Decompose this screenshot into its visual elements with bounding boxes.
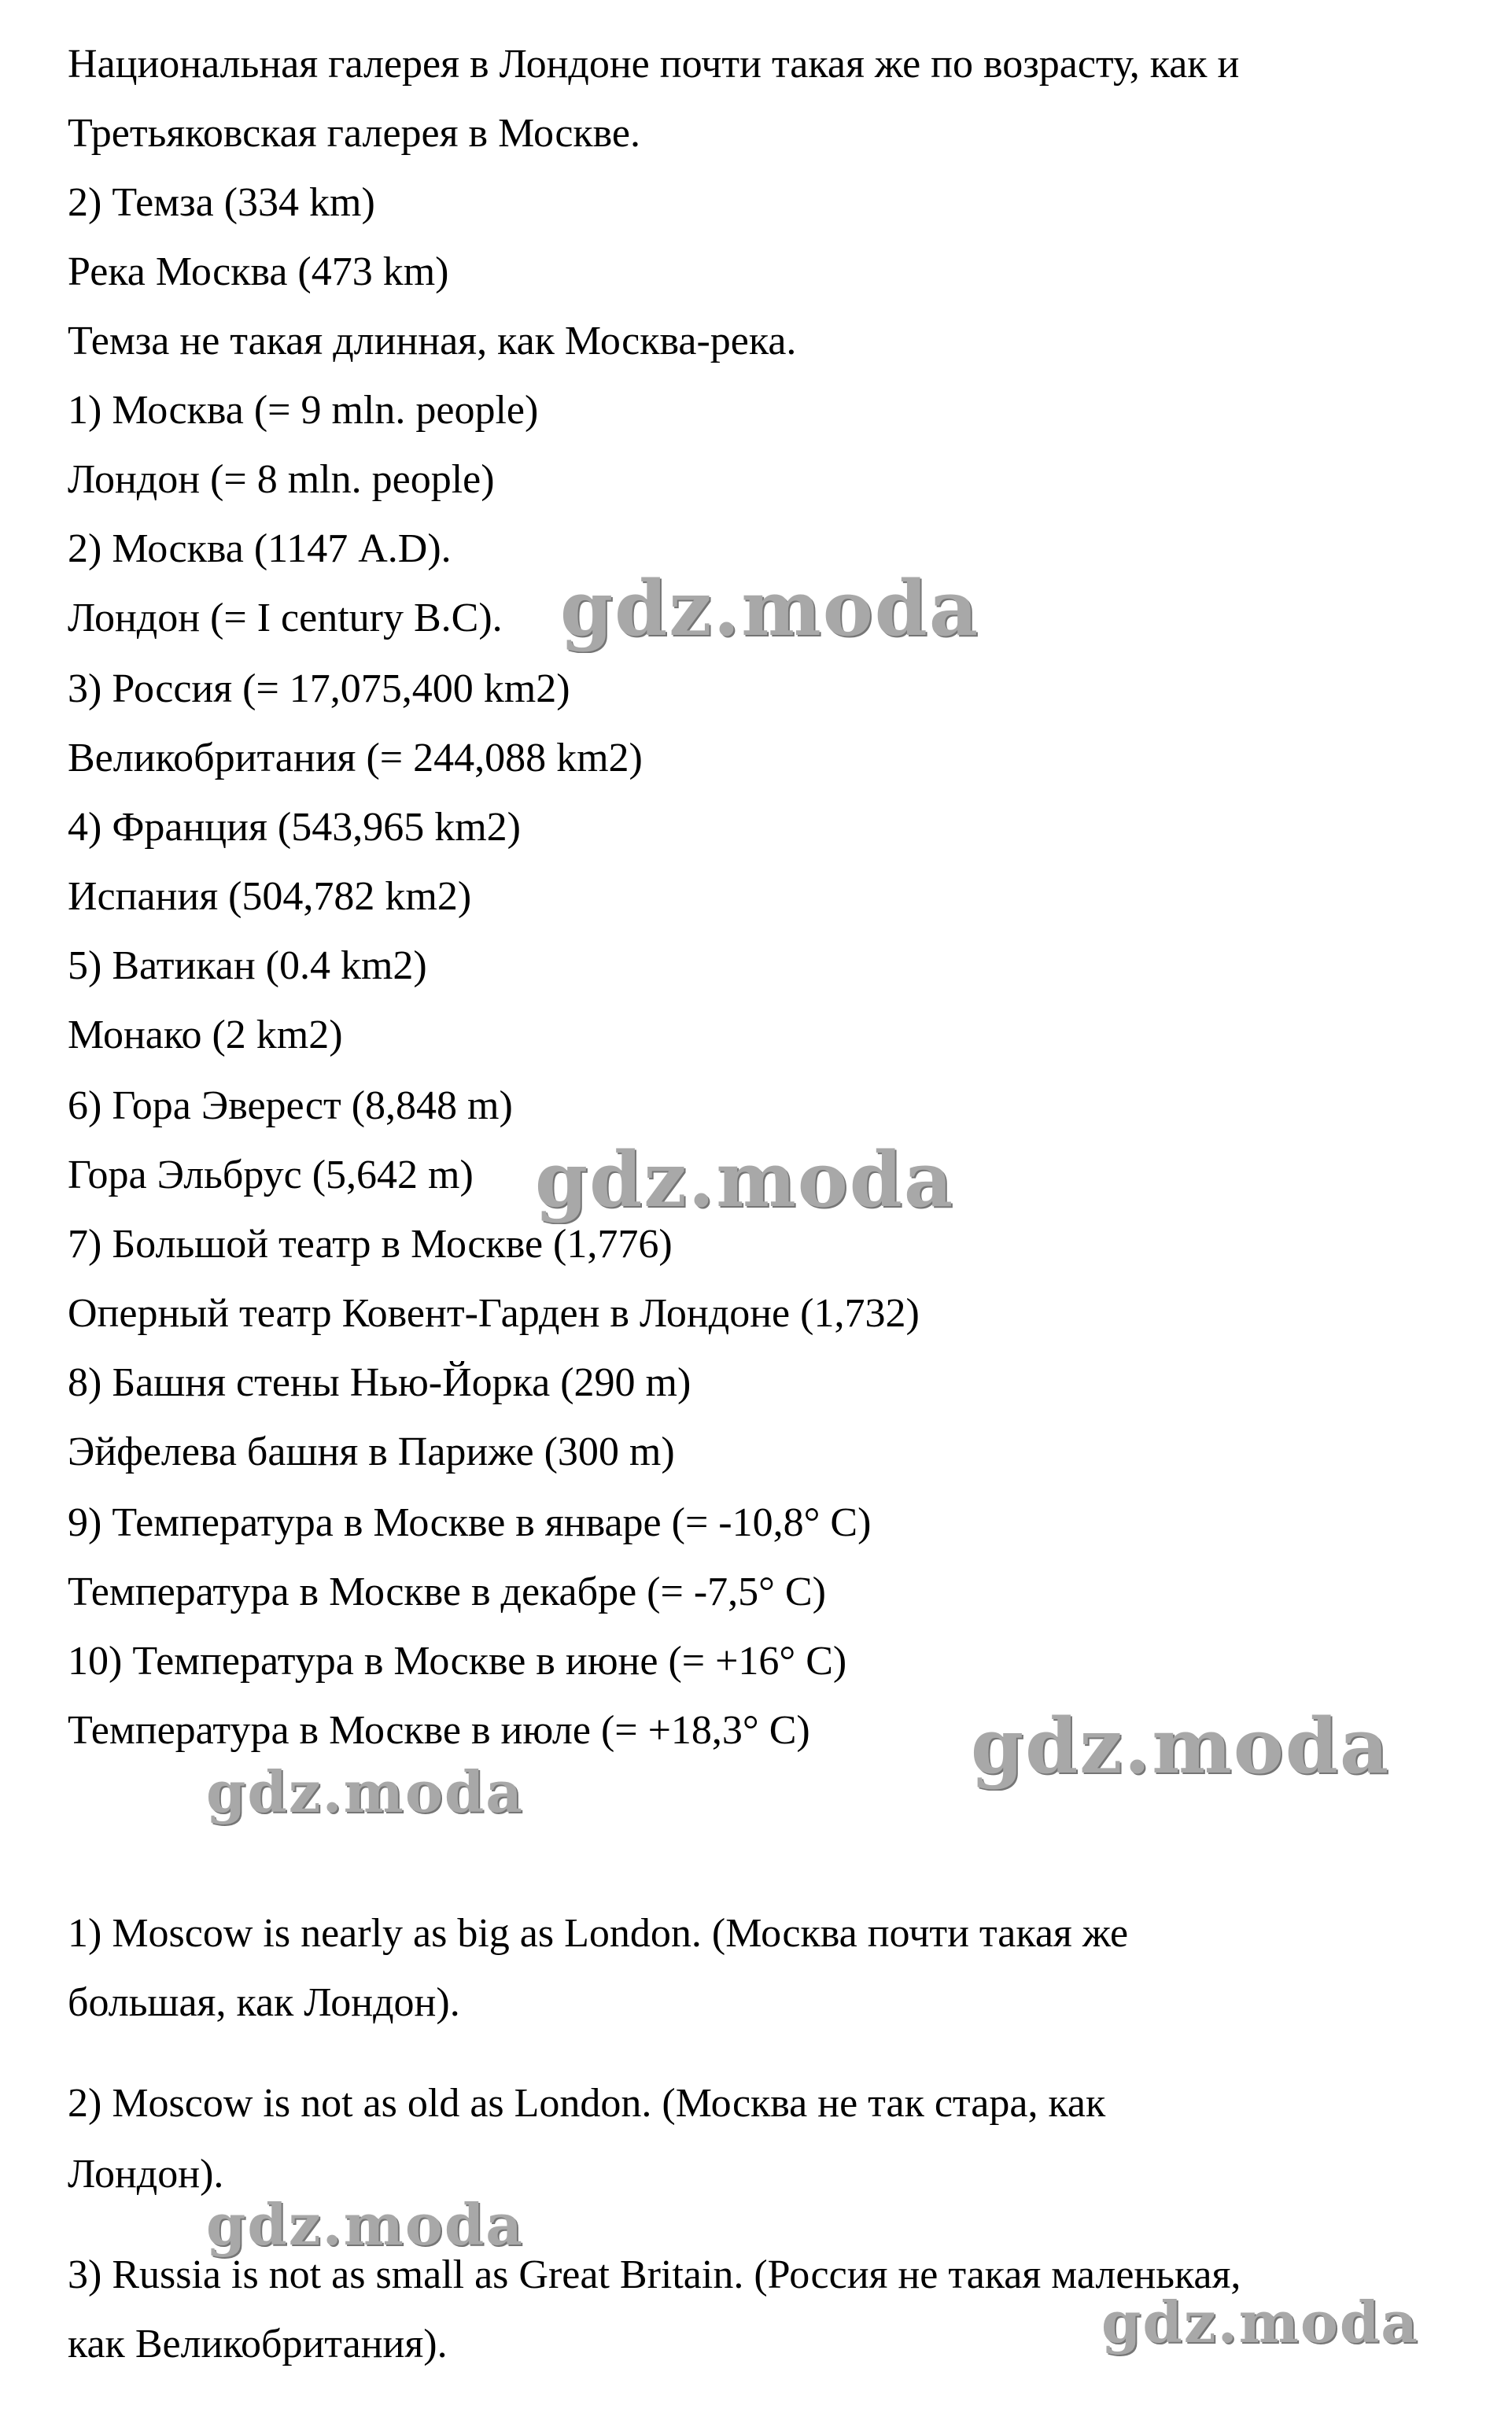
text-line: 4) Франция (543,965 km2) xyxy=(68,805,521,850)
text-line: 10) Температура в Москве в июне (= +16° C) xyxy=(68,1639,847,1684)
text-line: Температура в Москве в июле (= +18,3° C) xyxy=(68,1708,810,1753)
text-line: 6) Гора Эверест (8,848 m) xyxy=(68,1083,513,1128)
text-line: Третьяковская галерея в Москве. xyxy=(68,111,640,156)
text-line: Лондон (= 8 mln. people) xyxy=(68,457,495,502)
watermark: gdz.moda xyxy=(560,564,980,653)
text-line: Оперный театр Ковент-Гарден в Лондоне (1,732) xyxy=(68,1291,920,1336)
watermark: gdz.moda xyxy=(535,1135,955,1224)
watermark: gdz.moda xyxy=(971,1702,1391,1791)
text-line: Великобритания (= 244,088 km2) xyxy=(68,736,643,780)
text-line: большая, как Лондон). xyxy=(68,1980,460,2025)
text-line: 3) Russia is not as small as Great Britain. (Россия не такая маленькая, xyxy=(68,2252,1241,2297)
text-line: Испания (504,782 km2) xyxy=(68,874,472,919)
text-line: 2) Темза (334 km) xyxy=(68,180,375,225)
watermark: gdz.moda xyxy=(1101,2289,1419,2355)
text-line: 9) Температура в Москве в январе (= -10,8° C) xyxy=(68,1500,872,1545)
text-line: Лондон (= I century B.C). xyxy=(68,596,503,640)
watermark: gdz.moda xyxy=(206,2191,524,2258)
text-line: Монако (2 km2) xyxy=(68,1013,343,1057)
text-line: Река Москва (473 km) xyxy=(68,249,449,294)
text-line: 2) Москва (1147 A.D). xyxy=(68,526,452,571)
text-line: 1) Moscow is nearly as big as London. (Москва почти такая же xyxy=(68,1911,1129,1956)
text-line: 1) Москва (= 9 mln. people) xyxy=(68,388,539,433)
text-line: Национальная галерея в Лондоне почти такая же по возрасту, как и xyxy=(68,42,1240,87)
text-line: Температура в Москве в декабре (= -7,5° C) xyxy=(68,1570,826,1614)
text-line: Темза не такая длинная, как Москва-река. xyxy=(68,319,797,363)
text-line: Эйфелева башня в Париже (300 m) xyxy=(68,1429,675,1474)
text-line: как Великобритания). xyxy=(68,2322,448,2366)
text-line: 3) Россия (= 17,075,400 km2) xyxy=(68,666,570,711)
watermark: gdz.moda xyxy=(206,1758,524,1825)
text-line: Лондон). xyxy=(68,2152,224,2197)
text-line: 5) Ватикан (0.4 km2) xyxy=(68,943,427,988)
text-line: Гора Эльбрус (5,642 m) xyxy=(68,1153,474,1197)
text-line: 8) Башня стены Нью-Йорка (290 m) xyxy=(68,1360,691,1405)
text-line: 7) Большой театр в Москве (1,776) xyxy=(68,1222,673,1267)
text-line: 2) Moscow is not as old as London. (Москва не так стара, как xyxy=(68,2081,1106,2126)
